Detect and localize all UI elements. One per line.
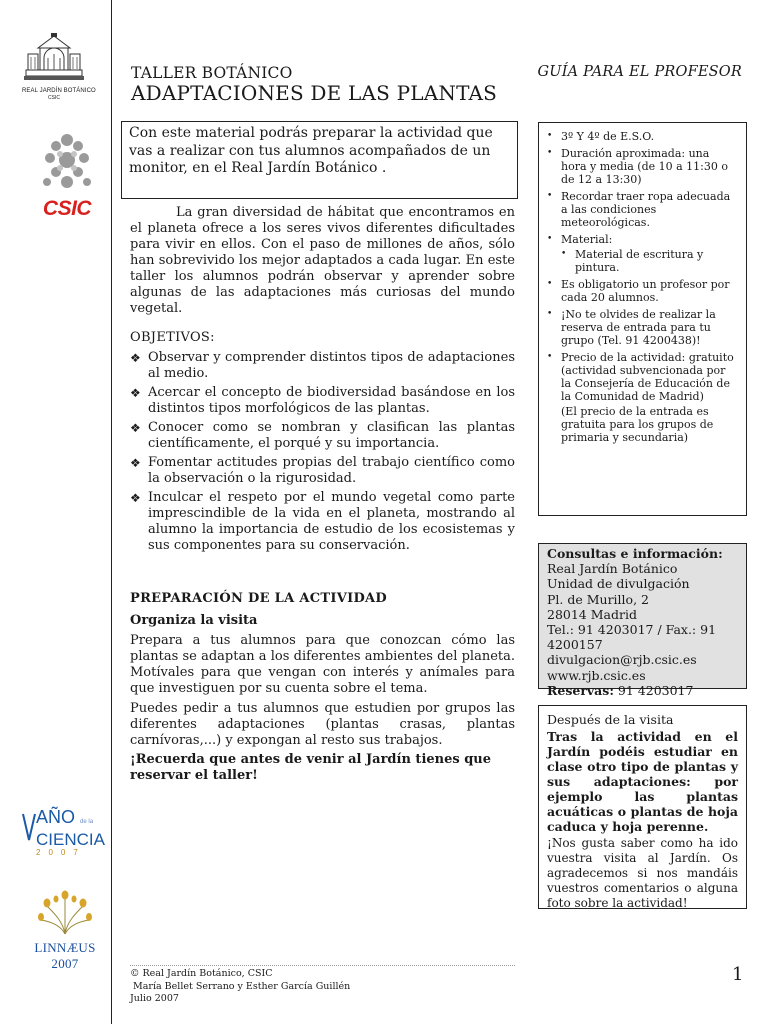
contact-website[interactable]: www.rjb.csic.es (547, 667, 646, 683)
footer-copyright: © Real Jardín Botánico, CSIC (130, 968, 273, 979)
activity-info-box (538, 122, 747, 516)
info-text: Duración aproximada: una hora y media (de 10 a 11:30 o de 12 a 13:30) (561, 147, 728, 186)
contact-line: Pl. de Murillo, 2 (547, 591, 649, 607)
ano-logo-line2: CIENCIA (36, 830, 105, 849)
csic-logo (36, 130, 98, 220)
after-visit-text: Tras la actividad en el Jardín podéis estudiar en clase otro tipo de plantas y sus adaptaciones: por ejemplo las plantas acuáticas o plantas de hoja caduca y hoja perenne. (547, 729, 738, 834)
ano-ciencia-logo (22, 808, 104, 858)
objective-text: Observar y comprender distintos tipos de adaptaciones al medio. (148, 350, 515, 381)
reservation-reminder: ¡Recuerda que antes de venir al Jardín tienes que reservar el taller! (130, 752, 492, 783)
bullet-icon: • (547, 131, 553, 141)
bullet-icon: • (547, 148, 553, 158)
bullet-icon: • (547, 309, 553, 319)
diamond-bullet-icon: ❖ (130, 456, 141, 470)
linnaeus-logo-text: LINNÆUS 2007 (34, 940, 96, 971)
intro-box: Con este material podrás preparar la actividad que vas a realizar con tus alumnos acompañados de un monitor, en el Real Jardín Botánico . (121, 121, 518, 199)
footer-authors: María Bellet Serrano y Esther García Guillén (130, 980, 351, 992)
page-title: ADAPTACIONES DE LAS PLANTAS (131, 81, 498, 105)
info-text: ¡No te olvides de realizar la reserva de entrada para tu grupo (Tel. 91 4200438)! (561, 308, 716, 347)
rjb-logo-sub: CSIC (48, 95, 60, 101)
objective-text: Inculcar el respeto por el mundo vegetal como parte imprescindible de la vida en el planeta, mostrando al alumno la importancia de estudio de los ecosistemas y sus componentes para su conservación. (148, 490, 515, 553)
guide-label: GUÍA PARA EL PROFESOR (537, 64, 742, 80)
info-text: Recordar traer ropa adecuada a las condiciones meteorológicas. (561, 190, 731, 229)
bullet-icon: • (561, 249, 567, 259)
info-item (547, 190, 738, 229)
preparation-paragraph-2: Puedes pedir a tus alumnos que estudien por grupos las diferentes adaptaciones (plantas crasas, plantas carnívoras,...) y expongan al resto sus trabajos. (130, 701, 515, 748)
contact-line: 28014 Madrid (547, 606, 637, 622)
bullet-icon: • (547, 352, 553, 362)
contact-box (538, 543, 747, 698)
diamond-bullet-icon: ❖ (130, 386, 141, 400)
info-text: Material de escritura y pintura. (575, 248, 704, 274)
info-item (547, 351, 738, 403)
info-text: Material: (561, 233, 613, 246)
objective-item (130, 350, 515, 382)
preparation-paragraph-1: Prepara a tus alumnos para que conozcan cómo las plantas se adaptan a los diferentes ambientes del planeta. Motívales para que vengan con interés y anímales para que investiguen por su cuenta sobre el tema. (130, 633, 515, 696)
activity-info-list (547, 130, 738, 403)
bullet-icon: • (547, 279, 553, 289)
objective-text: Fomentar actitudes propias del trabajo científico como la observación o la rigurosidad. (148, 455, 515, 486)
diamond-bullet-icon: ❖ (130, 491, 141, 505)
info-item (547, 130, 738, 143)
objective-item (130, 490, 515, 554)
bullet-icon: • (547, 191, 553, 201)
preparation-title: PREPARACIÓN DE LA ACTIVIDAD (130, 591, 388, 606)
after-visit-box (538, 705, 747, 909)
csic-emblem-icon (36, 130, 98, 194)
footer-divider (130, 965, 515, 966)
contact-phone: Tel.: 91 4203017 / Fax.: 91 4200157 (547, 622, 717, 653)
footer-date: Julio 2007 (130, 993, 179, 1004)
info-text: Precio de la actividad: gratuito (actividad subvencionada por la Consejería de Educación de la Comunidad de Madrid) (561, 351, 734, 403)
rjb-logo (22, 32, 96, 101)
contact-line: Real Jardín Botánico (547, 561, 678, 577)
preparation-section (130, 591, 515, 784)
objective-text: Acercar el concepto de biodiversidad basándose en los distintos tipos morfológicos de las plantas. (148, 385, 515, 416)
info-text: 3º Y 4º de E.S.O. (561, 130, 655, 143)
objectives-section (130, 330, 515, 557)
ano-logo-year: 2007 (36, 848, 86, 857)
info-text: Es obligatorio un profesor por cada 20 alumnos. (561, 278, 730, 304)
objective-text: Conocer como se nombran y clasifican las plantas científicamente, el porqué y su importancia. (148, 420, 515, 451)
reservations-line (547, 683, 738, 698)
ano-logo-small: de la (80, 819, 94, 825)
rjb-logo-caption: REAL JARDÍN BOTÁNICO (22, 88, 96, 94)
ano-logo-line1: AÑO (36, 807, 76, 827)
after-visit-closing: ¡Nos gusta saber como ha ido vuestra visita al Jardín. Os agradecemos si nos mandáis vuestros comentarios o alguna foto sobre la actividad! (547, 836, 738, 910)
linnaeus-logo (20, 888, 110, 972)
reservations-label: Reservas: (547, 682, 614, 698)
objective-item (130, 455, 515, 487)
header-kicker: TALLER BOTÁNICO (131, 64, 293, 82)
objective-item (130, 385, 515, 417)
csic-logo-text: CSIC (42, 197, 92, 220)
linnaea-flower-icon (35, 888, 95, 936)
page-number: 1 (732, 964, 744, 985)
bullet-icon: • (547, 234, 553, 244)
footer-credits (130, 968, 350, 1006)
objectives-list (130, 350, 515, 554)
info-item (547, 278, 738, 304)
sidebar-divider (111, 0, 112, 1024)
objective-item (130, 420, 515, 452)
sidebar (0, 0, 111, 1024)
preparation-subtitle: Organiza la visita (130, 613, 258, 628)
entrance-price-note: (El precio de la entrada es gratuita para los grupos de primaria y secundaria) (561, 405, 714, 444)
info-item (547, 233, 738, 246)
intro-paragraph: La gran diversidad de hábitat que encontramos en el planeta ofrece a los seres vivos diferentes dificultades para vivir en ellos. Con el paso de millones de años, sólo han sobrevivido los mejor adaptados a cada lugar. En este taller los alumnos podrán observar y aprender sobre algunas de las adaptaciones más curiosas del mundo vegetal. (130, 205, 515, 316)
contact-line: Unidad de divulgación (547, 576, 690, 592)
info-subitem (547, 248, 738, 274)
diamond-bullet-icon: ❖ (130, 351, 141, 365)
check-mark-icon (22, 812, 36, 842)
info-item (547, 147, 738, 186)
objectives-title: OBJETIVOS: (130, 330, 215, 345)
contact-email[interactable]: divulgacion@rjb.csic.es (547, 652, 697, 668)
after-visit-title: Después de la visita (547, 712, 674, 727)
building-icon (22, 32, 86, 84)
reservations-phone: 91 4203017 (613, 682, 694, 698)
diamond-bullet-icon: ❖ (130, 421, 141, 435)
contact-title: Consultas e información: (547, 546, 723, 561)
info-item (547, 308, 738, 347)
